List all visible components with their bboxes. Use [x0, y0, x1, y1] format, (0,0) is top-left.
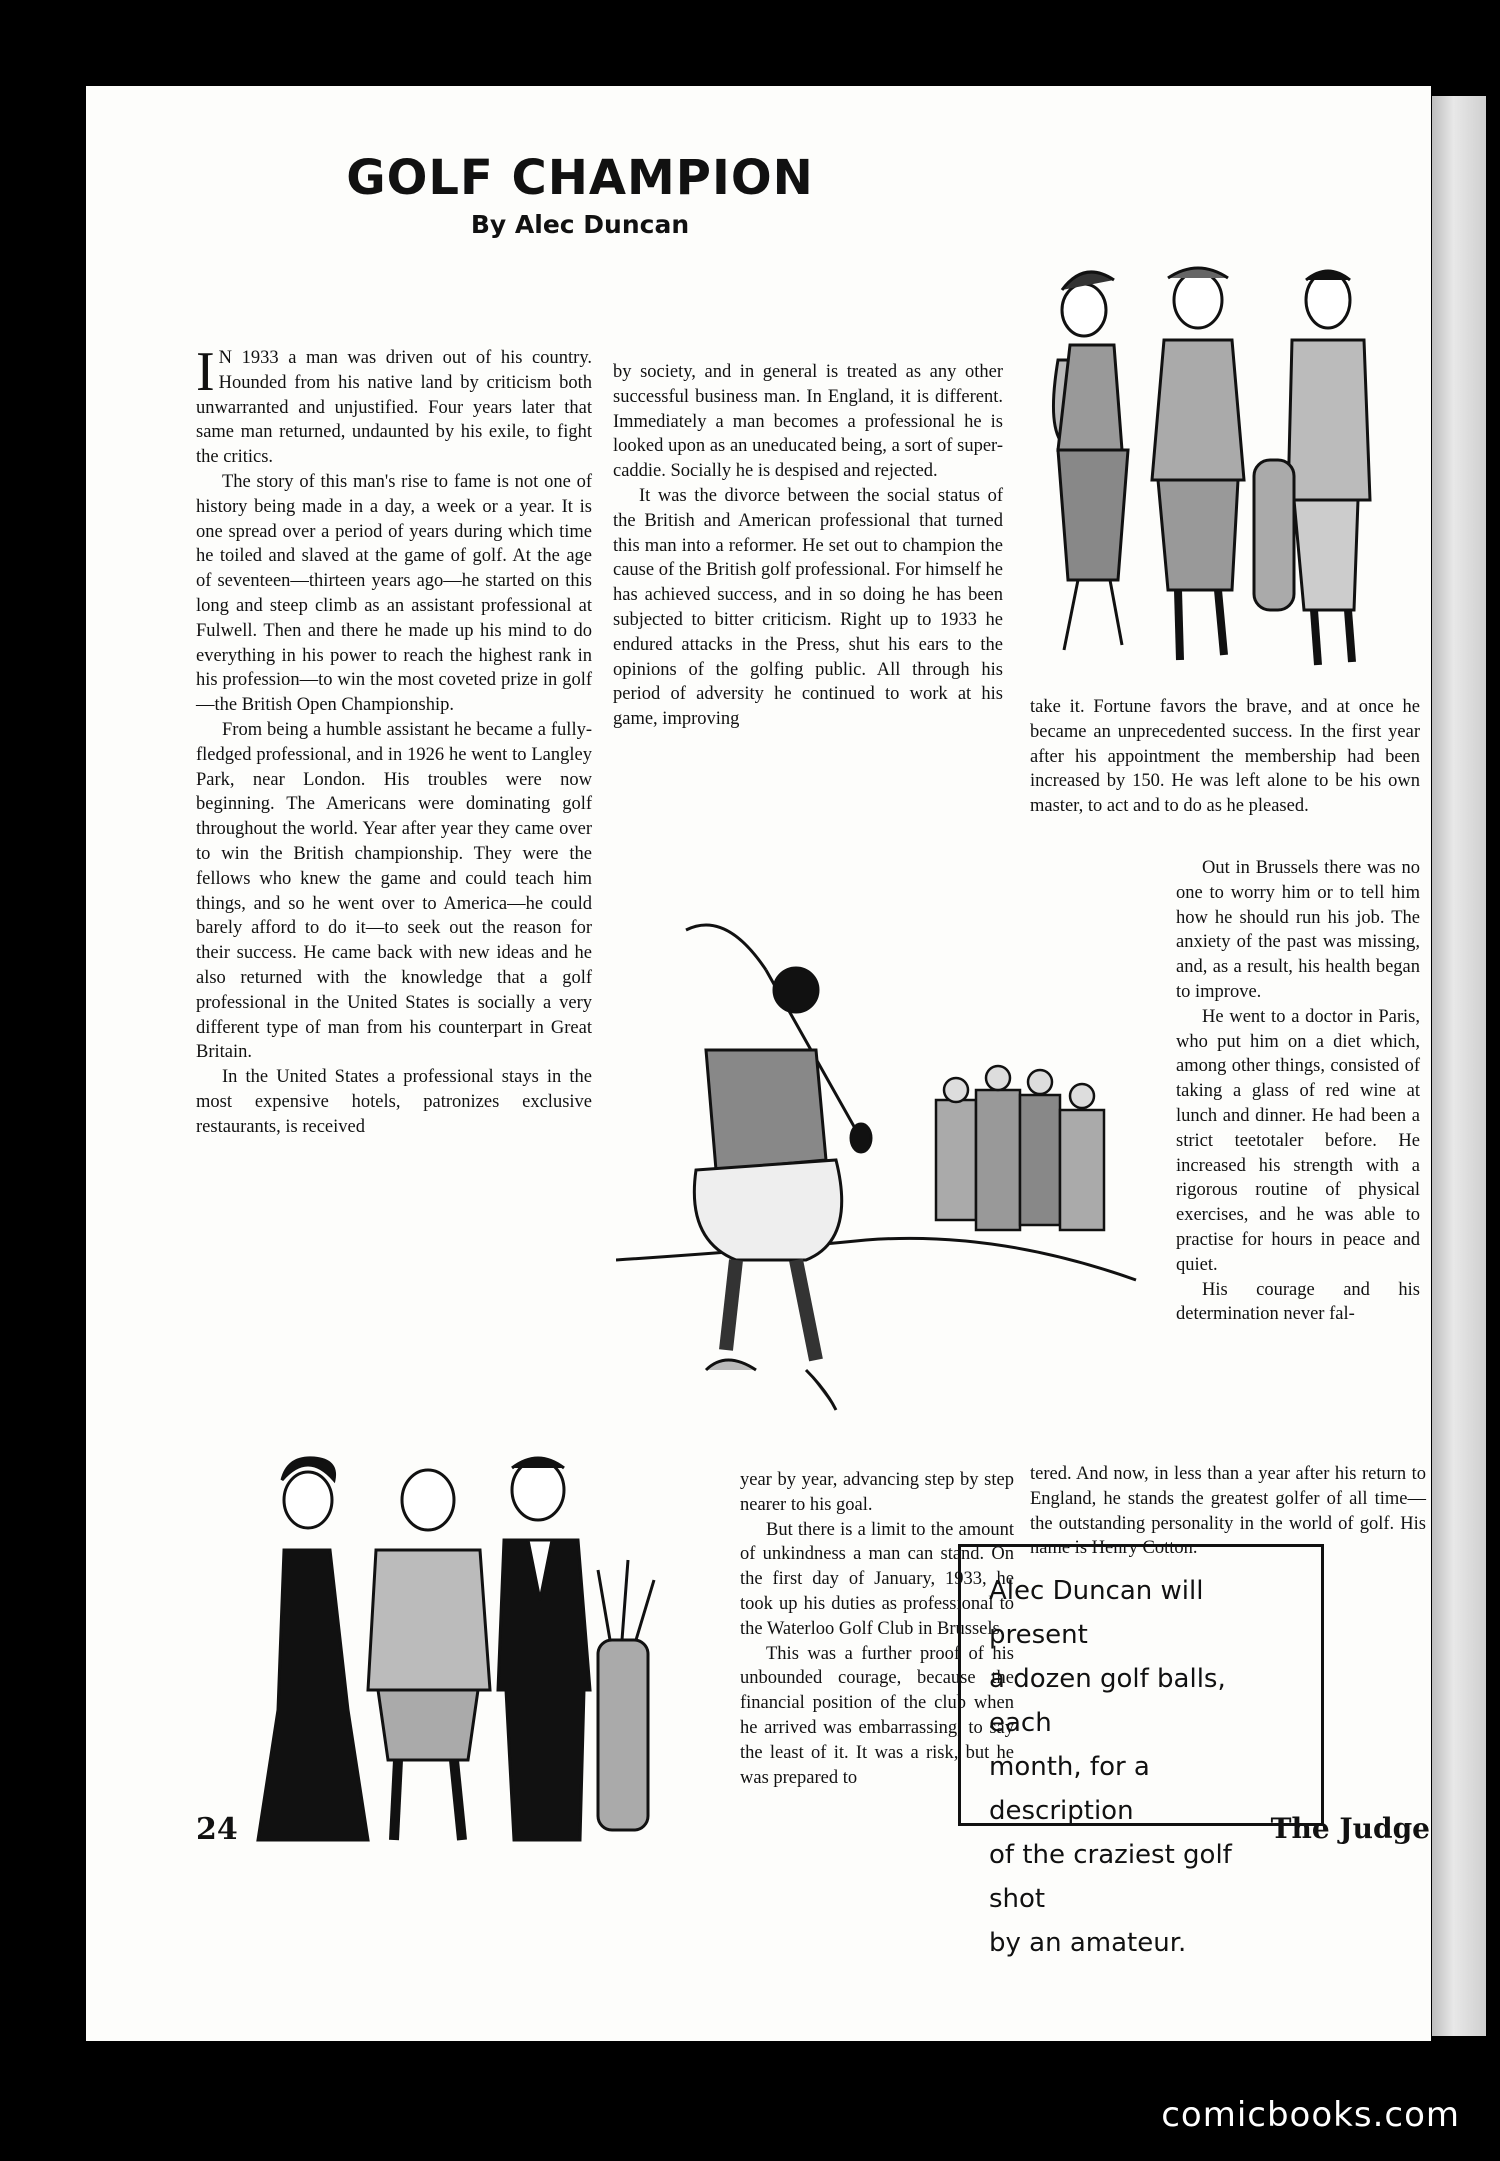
- paragraph: His courage and his determination never fal-: [1176, 1279, 1420, 1325]
- promo-line: a dozen golf balls, each: [989, 1664, 1226, 1738]
- text-column-4: [1030, 695, 1420, 819]
- paragraph: He went to a doctor in Paris, who put him on a diet which, among other things, consisted of taking a glass of red wine at lunch and dinner. He had been a strict teetotaler before. He increased his strength with a rigorous routine of physical exercises, and he was able to practise for hours in peace and quiet.: [1176, 1006, 1420, 1275]
- paragraph: tered. And now, in less than a year after his return to England, he stands the greatest golfer of all time—the outstanding personality in the world of golf. His name is Henry Cotton.: [1030, 1464, 1426, 1559]
- text-column-1: [196, 341, 592, 1140]
- promo-line: Alec Duncan will present: [989, 1576, 1204, 1650]
- paragraph: Out in Brussels there was no one to worry him or to tell him how he should run his job. The anxiety of the past was missing, and, as a result, his health began to improve.: [1176, 858, 1420, 1002]
- golfer-swing-illustration: [616, 910, 1156, 1430]
- paragraph: take it. Fortune favors the brave, and at once he became an unprecedented success. In the first year after his appointment the membership had been increased by 150. He was left alone to be his own master, to act and to do as he pleased.: [1030, 697, 1420, 817]
- paragraph: by society, and in general is treated as any other successful business man. In England, it is different. Immediately a man becomes a professional he is looked upon as an uneducated being, a sort of super-caddie. Socially he is despised and rejected.: [613, 362, 1003, 482]
- watermark: comicbooks.com: [1161, 2095, 1460, 2135]
- promo-line: by an amateur.: [989, 1928, 1187, 1958]
- article-byline: By Alec Duncan: [470, 210, 690, 239]
- drop-cap: I: [196, 341, 215, 403]
- paragraph-text: a man was driven out of his country. Hounded from his native land by criticism both unwarranted and unjustified. Four years later that same man returned, undaunted by his exile, to fight the critics.: [196, 348, 592, 468]
- evening-party-illustration: [218, 1440, 738, 1860]
- magazine-name: The Judge: [1270, 1812, 1430, 1845]
- paragraph: From being a humble assistant he became a fully-fledged professional, and in 1926 he went to Langley Park, near London. His troubles were now beginning. The Americans were dominating golf throughout the world. Year after year they came over to win the British championship. They were the fellows who knew the game and could teach him things, and so he went over to America—he could barely afford to do it—to seek out the reason for their success. He came back with new ideas and he also returned with the knowledge that a golf professional in the United States is socially a very different type of man from his counterpart in Great Britain.: [196, 719, 592, 1063]
- text-column-5: [1176, 856, 1420, 1327]
- paragraph: In the United States a professional stays in the most expensive hotels, patronizes exclusive restaurants, is received: [196, 1067, 592, 1137]
- paragraph: This was a further proof of his unbounded courage, because the financial position of the club when he arrived was embarrassing, to say the least of it. It was a risk, but he was prepared to: [740, 1643, 1014, 1788]
- page-edge: [1432, 96, 1486, 2036]
- paragraph: year by year, advancing step by step nearer to his goal.: [740, 1470, 1014, 1515]
- paragraph: [196, 341, 592, 470]
- promo-box: [958, 1544, 1324, 1958]
- text-column-2: [613, 360, 1003, 732]
- paragraph: It was the divorce between the social status of the British and American professional that turned this man into a reformer. He set out to champion the cause of the British golf professional. For himself he has achieved success, and in so doing he has been subjected to bitter criticism. Right up to 1933 he endured attacks in the Press, shut his ears to the opinions of the golfing public. All through his period of adversity he continued to work at his game, improving: [613, 485, 1003, 730]
- article-title: GOLF CHAMPION: [346, 150, 814, 206]
- paragraph: But there is a limit to the amount of unkindness a man can stand. On the first day of January, 1933, he took up his duties as professional to the Waterloo Golf Club in Brussels.: [740, 1519, 1014, 1639]
- promo-line: month, for a description: [989, 1752, 1150, 1826]
- page-number: 24: [196, 1812, 238, 1847]
- three-figures-illustration: [1018, 250, 1418, 670]
- lead-in: N 1933: [218, 348, 279, 368]
- promo-line: of the craziest golf shot: [989, 1840, 1232, 1914]
- paragraph: The story of this man's rise to fame is not one of history being made in a day, a week or a year. It is one spread over a period of years during which time he toiled and slaved at the game of golf. At the age of seventeen—thirteen years ago—he started on this long and steep climb as an assistant professional at Fulwell. Then and there he made up his mind to do everything in his power to reach the highest rank in his profession—to win the most coveted prize in golf—the British Open Championship.: [196, 471, 592, 716]
